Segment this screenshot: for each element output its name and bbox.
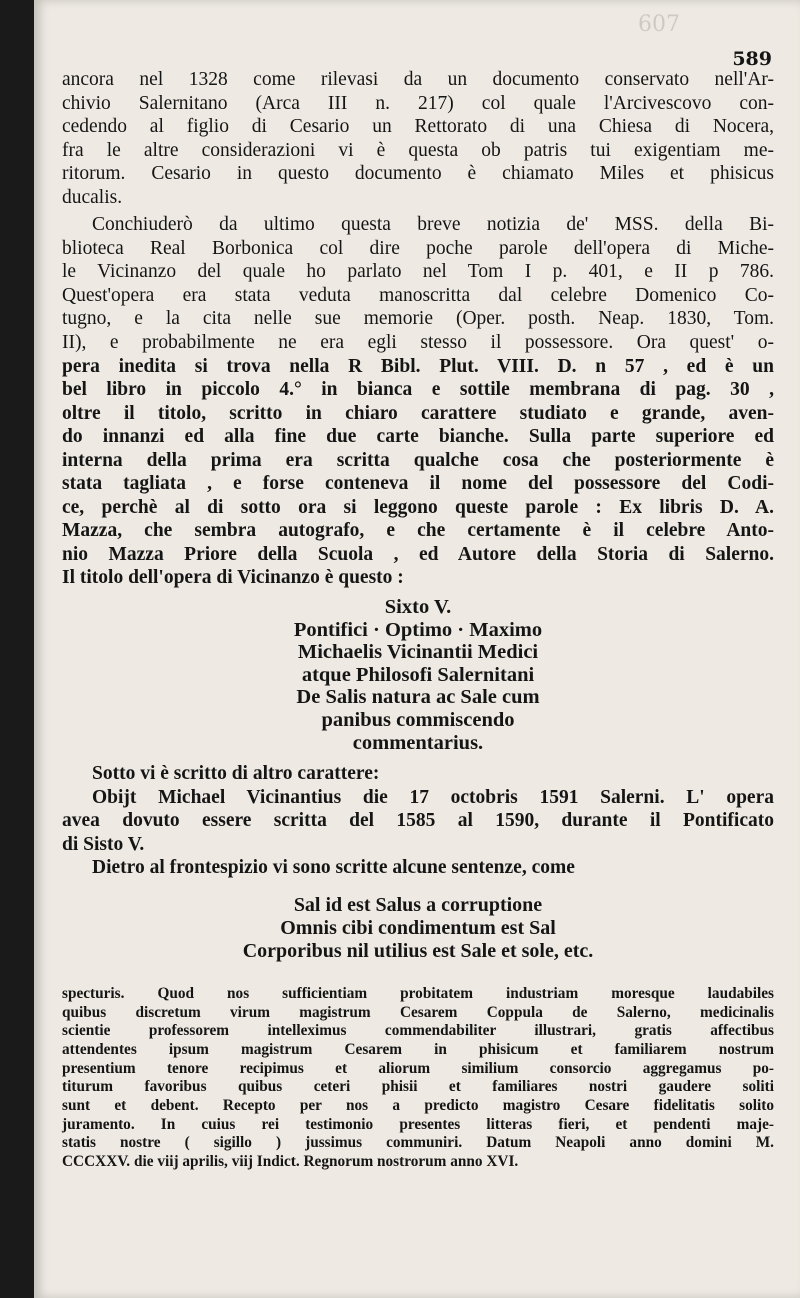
text-line: oltre il titolo, scritto in chiaro carattere studiato e grande, aven- (62, 402, 774, 424)
text-line: cedendo al figlio di Cesario un Rettorato di una Chiesa di Nocera, (62, 116, 774, 138)
text-line: Mazza, che sembra autografo, e che certamente è il celebre Anto- (62, 520, 774, 542)
footnote-line: scientie professorem intelleximus commendabiliter illustrari, gratis affectibus (62, 1022, 774, 1040)
text-line: II), e probabilmente ne era egli stesso il possessore. Ora quest' o- (62, 332, 774, 354)
footnote-line: juramento. In cuius rei testimonio presentes litteras fieri, et pendenti maje- (62, 1115, 774, 1133)
text-line: ancora nel 1328 come rilevasi da un documento conservato nell'Ar- (62, 69, 774, 90)
text-line: stata tagliata , e forse conteneva il nome del possessore del Codi- (62, 473, 774, 495)
footnote-block (62, 985, 774, 1172)
text-line: avea dovuto essere scritta del 1585 al 1590, durante il Pontificato (62, 810, 774, 832)
footnote-line: statis nostre ( sigillo ) jussimus communiri. Datum Neapoli anno domini M. (62, 1134, 774, 1152)
text-line: pera inedita si trova nella R Bibl. Plut. VIII. D. n 57 , ed è un (62, 355, 774, 377)
verse-block (62, 894, 774, 963)
verse-line: Sal id est Salus a corruptione (293, 893, 543, 916)
footnote-line: specturis. Quod nos sufficientiam probitatem industriam moresque laudabiles (62, 984, 774, 1002)
text-line: Obijt Michael Vicinantius die 17 octobris 1591 Salerni. L' opera (92, 786, 774, 808)
paragraph-vicinanzo (62, 213, 774, 590)
title-line: Sixto V. (384, 596, 452, 619)
text-line: interna della prima era scritta qualche cosa che posteriormente è (62, 449, 774, 471)
text-line: fra le altre considerazioni vi è questa ob patris tui exigentiam me- (62, 139, 774, 161)
title-line: atque Philosofi Salernitani (301, 663, 535, 686)
title-line: commentarius. (352, 731, 484, 754)
footnote-line: quibus discretum virum magistrum Cesarem Coppula de Salerno, medicinalis (62, 1003, 774, 1021)
book-title-block (62, 596, 774, 754)
text-line: tugno, e la cita nelle sue memorie (Oper. posth. Neap. 1830, Tom. (62, 308, 774, 330)
page-number: 589 (732, 48, 772, 70)
text-line: di Sisto V. (62, 833, 145, 855)
text-line: Dietro al frontespizio vi sono scritte alcune sentenze, come (92, 857, 575, 879)
title-line: Michaelis Vicinantii Medici (297, 641, 539, 664)
page-content (62, 68, 774, 1172)
text-line: chivio Salernitano (Arca III n. 217) col quale l'Arcivescovo con- (62, 92, 774, 114)
title-line: panibus commiscendo (321, 709, 515, 731)
footnote-line: titurum favoribus quibus ceteri phisii et familiares nostri gaudere soliti (62, 1078, 774, 1096)
text-line: le Vicinanzo del quale ho parlato nel Tom I p. 401, e II p 786. (62, 261, 774, 283)
faded-stamp-number: 607 (638, 12, 680, 37)
verse-line: Omnis cibi condimentum est Sal (280, 916, 556, 939)
text-line: bel libro in piccolo 4.° in bianca e sottile membrana di pag. 30 , (62, 379, 774, 401)
paragraph-cesario (62, 68, 774, 209)
paragraph-sentenze (62, 856, 774, 880)
footnote-line: sunt et debent. Recepto per nos a predicto magistro Cesare fidelitatis solito (62, 1097, 774, 1115)
text-line: blioteca Real Borbonica col dire poche parole dell'opera di Miche- (62, 237, 774, 259)
text-line: Quest'opera era stata veduta manoscritta dal celebre Domenico Co- (62, 284, 774, 306)
book-page (34, 0, 800, 1298)
title-line: Pontifici · Optimo · Maximo (293, 618, 543, 641)
title-line: De Salis natura ac Sale cum (296, 686, 540, 709)
text-line: Il titolo dell'opera di Vicinanzo è questo : (62, 567, 404, 589)
text-line: ducalis. (62, 186, 123, 208)
footnote-line: presentium tenore recipimus et aliorum similium consorcio aggregamus po- (62, 1059, 774, 1077)
verse-line: Corporibus nil utilius est Sale et sole, etc. (242, 939, 594, 962)
paragraph-obijt (62, 762, 774, 856)
footnote-line: CCCXXV. die viij aprilis, viij Indict. Regnorum nostrorum anno XVI. (62, 1153, 519, 1171)
text-line: Conchiuderò da ultimo questa breve notizia de' MSS. della Bi- (92, 214, 774, 236)
text-line: ce, perchè al di sotto ora si leggono queste parole : Ex libris D. A. (62, 496, 774, 518)
text-line: ritorum. Cesario in questo documento è chiamato Miles et phisicus (62, 163, 774, 185)
footnote-line: attendentes ipsum magistrum Cesarem in phisicum et familiarem nostrum (62, 1040, 774, 1058)
text-line: Sotto vi è scritto di altro carattere: (92, 763, 380, 785)
text-line: do innanzi ed alla fine due carte bianche. Sulla parte superiore ed (62, 426, 774, 448)
text-line: nio Mazza Priore della Scuola , ed Autore della Storia di Salerno. (62, 543, 774, 565)
